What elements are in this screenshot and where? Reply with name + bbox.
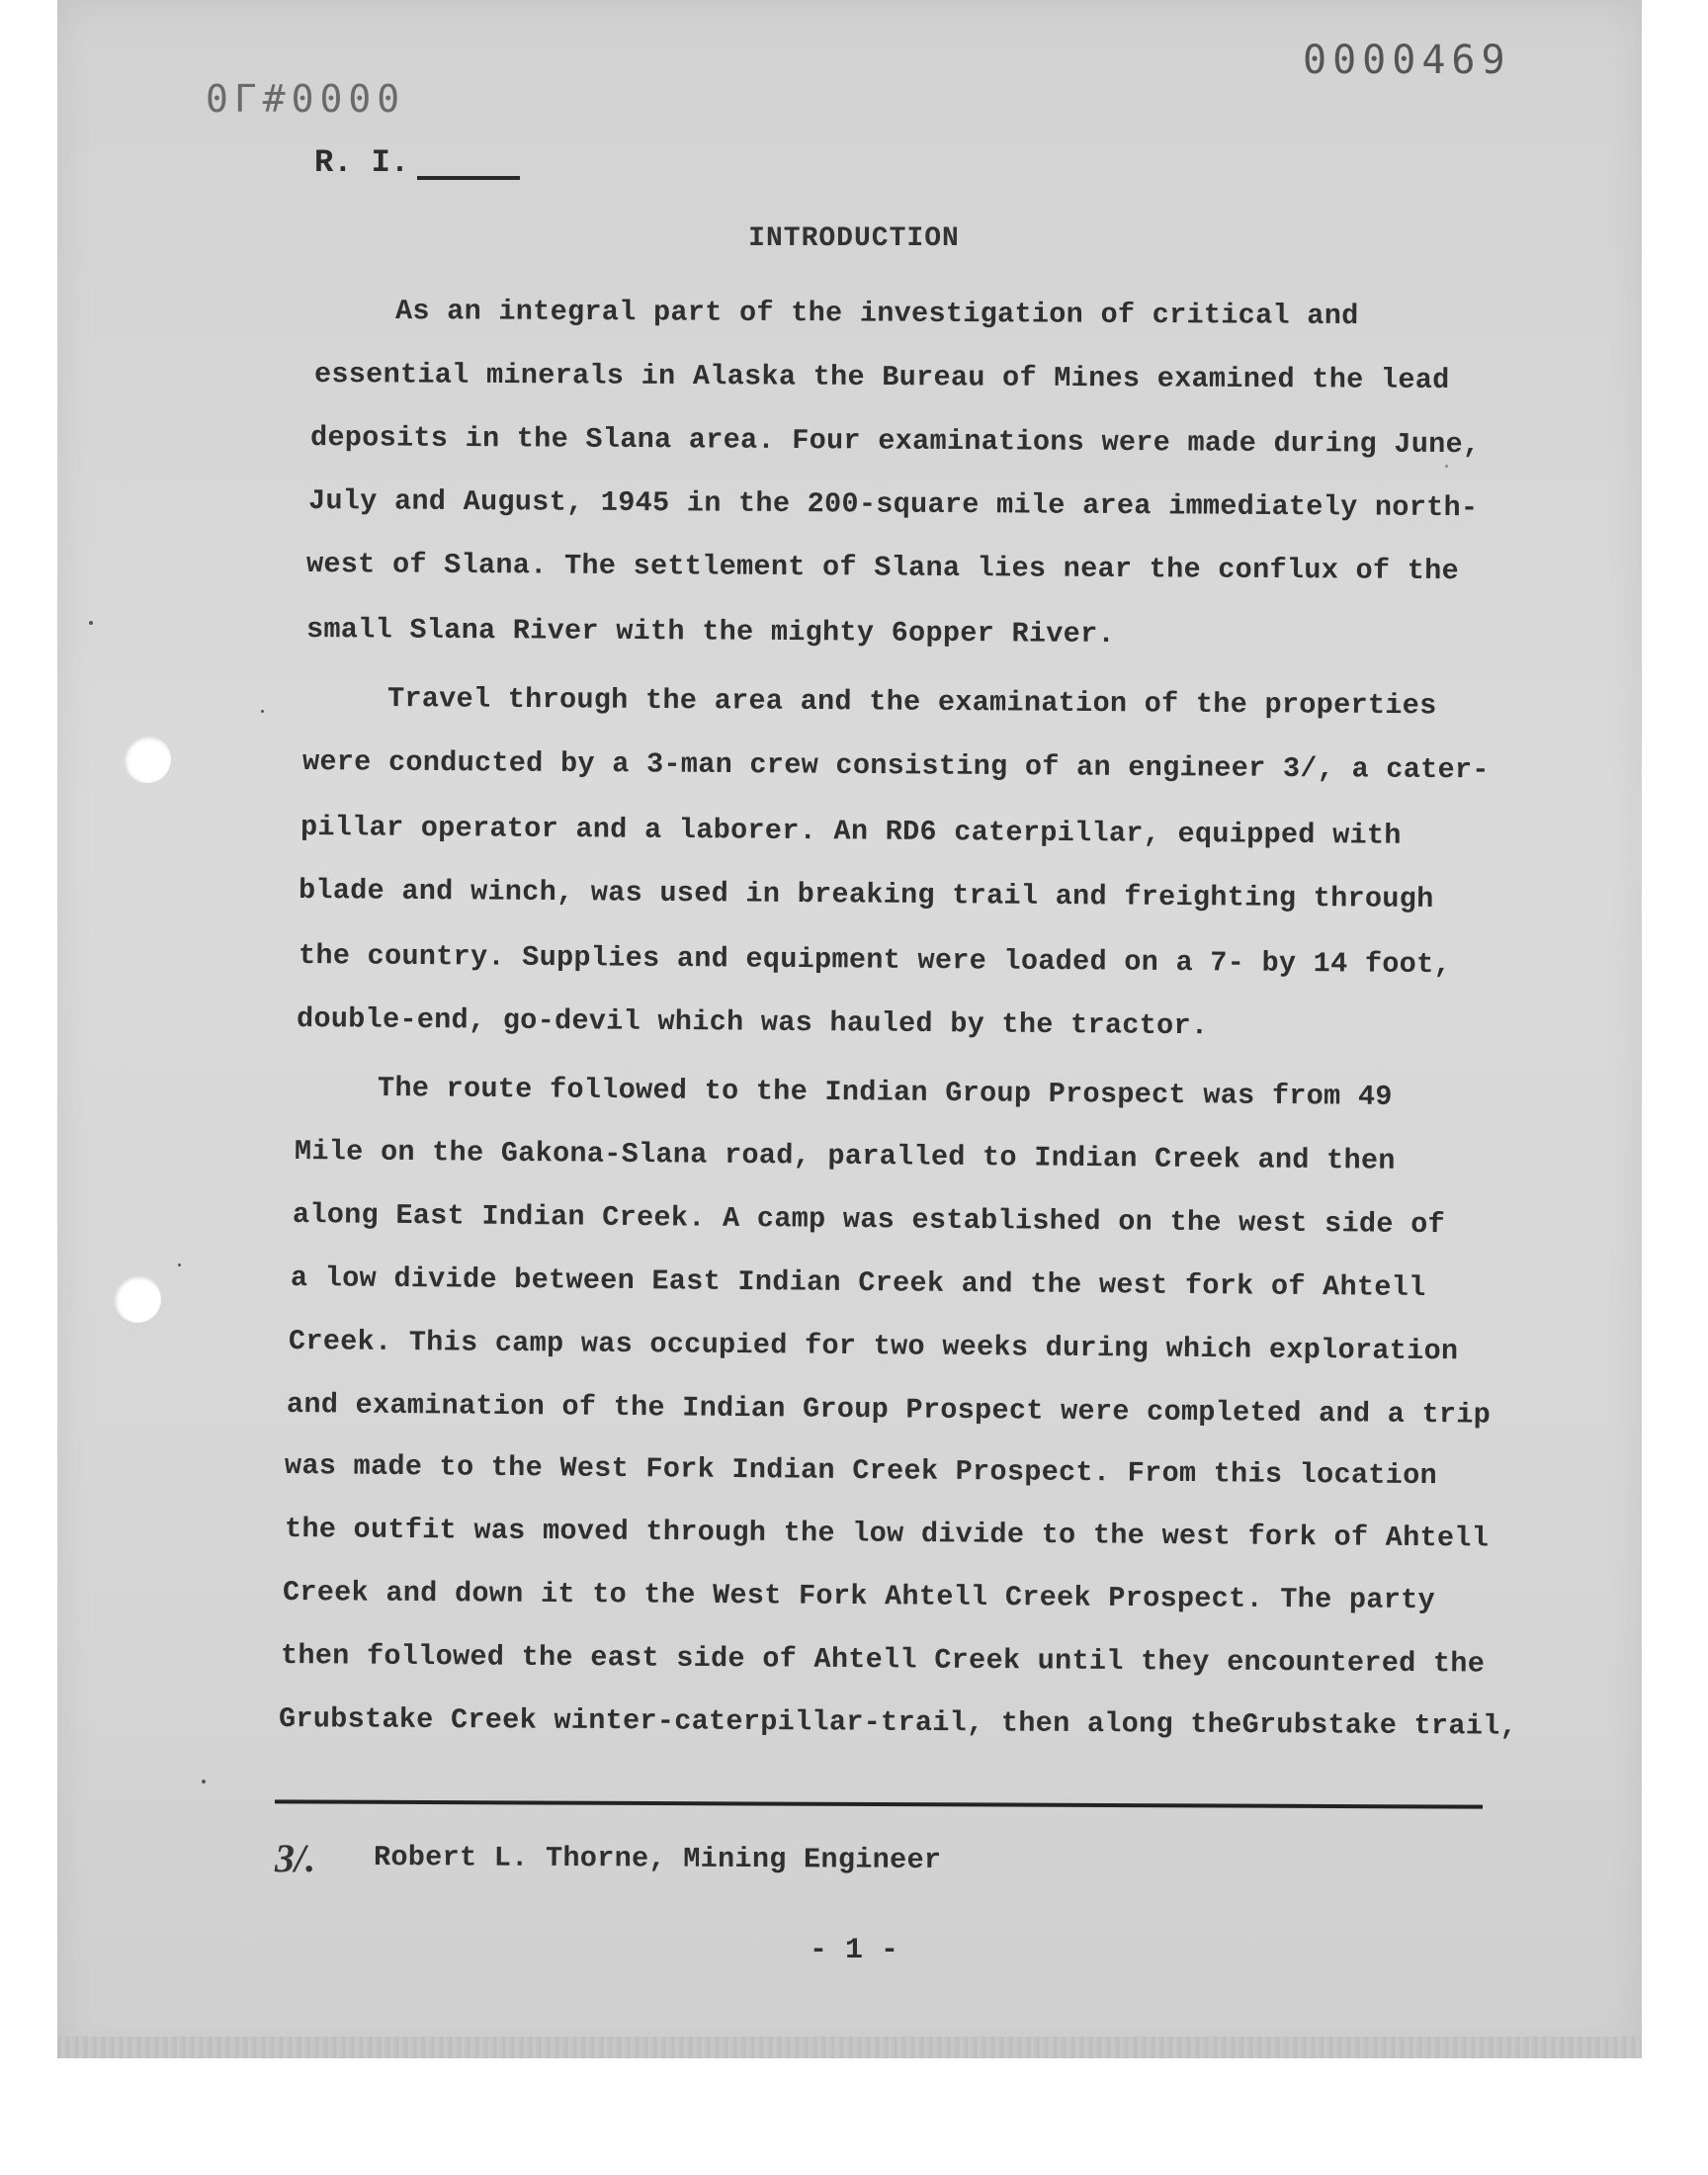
body-line: then followed the east side of Ahtell Creek until they encountered the <box>280 1639 1486 1681</box>
body-line: west of Slana. The settlement of Slana lies near the conflux of the <box>305 548 1460 588</box>
body-line: Grubstake Creek winter-caterpillar-trail, then along theGrubstake trail, <box>278 1702 1518 1743</box>
scan-speck <box>202 1780 206 1784</box>
footnote-text: Robert L. Thorne, Mining Engineer <box>373 1841 942 1877</box>
section-title: INTRODUCTION <box>748 223 960 254</box>
scan-speck <box>1445 465 1448 468</box>
body-line: a low divide between East Indian Creek and the west fork of Ahtell <box>290 1262 1426 1305</box>
body-line: July and August, 1945 in the 200-square mile area immediately north- <box>307 484 1479 525</box>
body-line: Creek. This camp was occupied for two weeks during which exploration <box>288 1325 1459 1368</box>
report-id-label: R. I. <box>314 144 410 181</box>
body-line: small Slana River with the mighty 6opper River. <box>305 613 1116 651</box>
body-line: and examination of the Indian Group Prospect were completed and a trip <box>286 1388 1492 1432</box>
body-line: blade and winch, was used in breaking trail and freighting through <box>298 874 1434 916</box>
body-line: were conducted by a 3-man crew consisting of an engineer 3/, a cater- <box>301 745 1490 787</box>
body-line: essential minerals in Alaska the Bureau of Mines examined the lead <box>313 358 1450 397</box>
body-line: pillar operator and a laborer. An RD6 caterpillar, equipped with <box>299 811 1402 852</box>
body-line: The route followed to the Indian Group Prospect was from 49 <box>377 1072 1393 1113</box>
body-line: Mile on the Gakona-Slana road, paralled to Indian Creek and then <box>294 1135 1396 1177</box>
body-line: Travel through the area and the examination of the properties <box>386 682 1437 723</box>
body-line: was made to the West Fork Indian Creek Prospect. From this location <box>284 1449 1438 1493</box>
punch-hole-top <box>124 736 171 783</box>
scan-speck <box>261 710 264 713</box>
archive-stamp: 0Г#0000 <box>206 77 406 121</box>
scan-speck <box>178 1263 181 1266</box>
body-line: As an integral part of the investigation of critical and <box>394 295 1359 333</box>
punch-hole-bottom <box>114 1275 161 1323</box>
body-line: double-end, go-devil which was hauled by the tractor. <box>296 1002 1209 1043</box>
footnote-marker: 3/. <box>275 1836 316 1880</box>
scan-speck <box>89 621 93 625</box>
report-id-blank <box>417 176 520 180</box>
body-line: the country. Supplies and equipment were loaded on a 7- by 14 foot, <box>298 939 1452 982</box>
body-line: Creek and down it to the West Fork Ahtell Creek Prospect. The party <box>282 1576 1436 1617</box>
page-number: - 1 - <box>809 1934 898 1967</box>
body-line: the outfit was moved through the low divide to the west fork of Ahtell <box>284 1513 1490 1555</box>
body-line: deposits in the Slana area. Four examinations were made during June, <box>309 421 1481 462</box>
document-number-stamp: 0000469 <box>1303 38 1511 83</box>
body-line: along East Indian Creek. A camp was established on the west side of <box>292 1198 1446 1242</box>
